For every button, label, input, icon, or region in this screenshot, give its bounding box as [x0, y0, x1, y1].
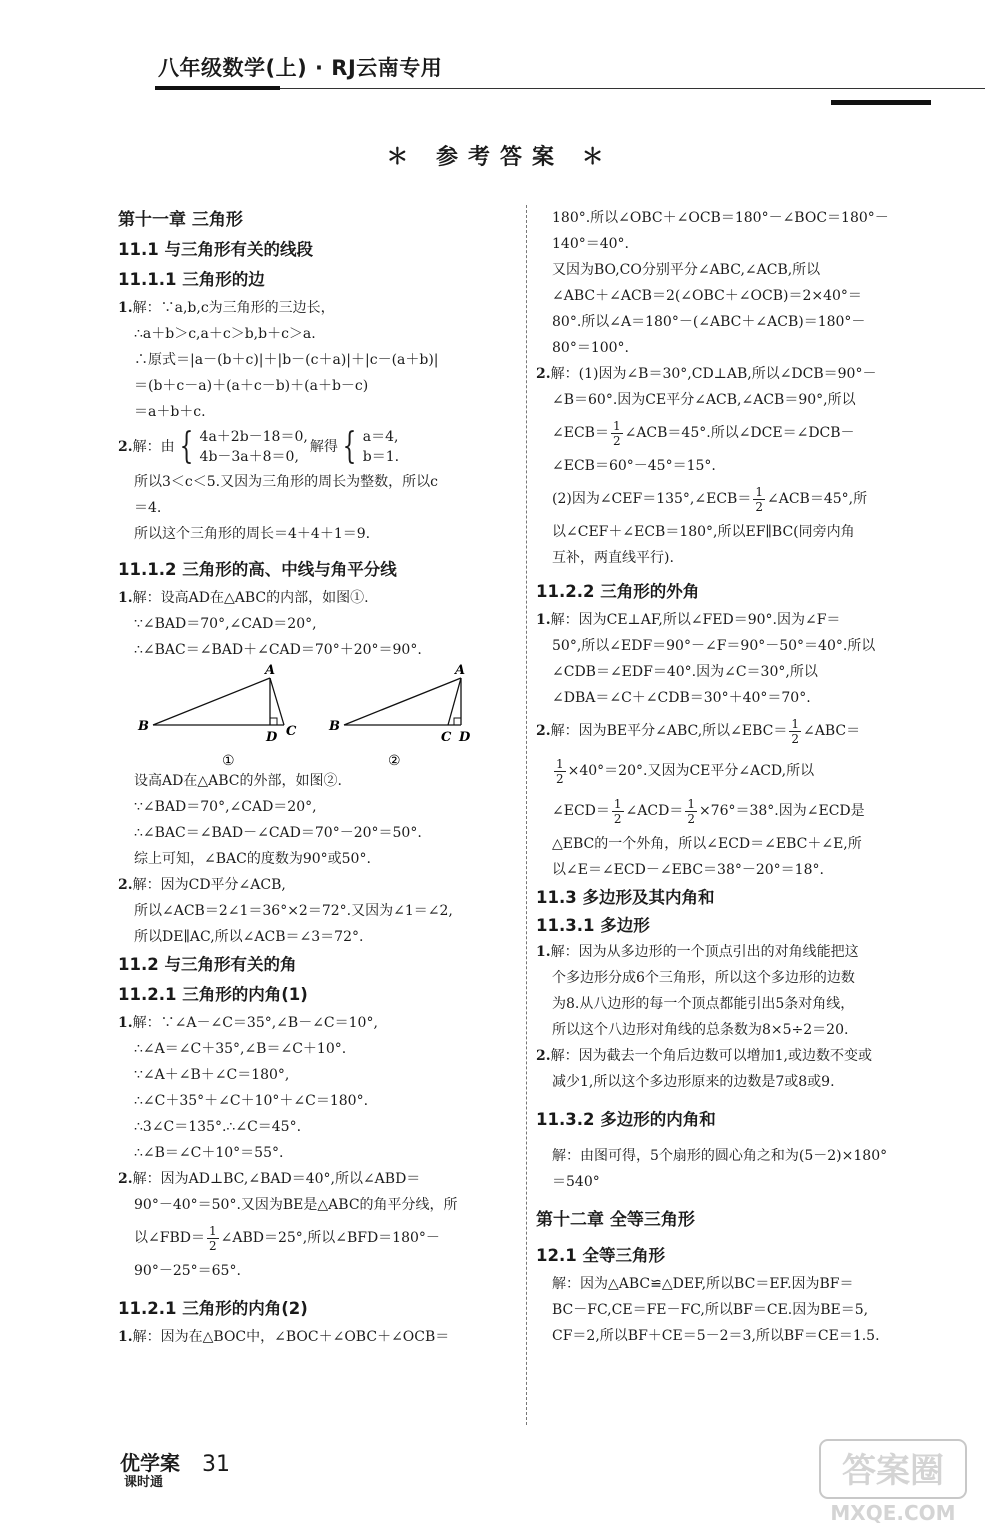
fraction: $\frac{1}{2}$	[613, 796, 622, 826]
page-title: ＊ 参考答案 ＊	[386, 145, 614, 170]
answer-line: 1.解：因为从多边形的一个顶点引出的对角线能把这	[536, 944, 859, 960]
answer-line: ∠B＝60°.因为CE平分∠ACB,∠ACB＝90°,所以	[552, 392, 856, 408]
fraction: $\frac{1}{2}$	[755, 484, 763, 514]
vertex-label: A	[455, 663, 466, 678]
answer-line: 80°.所以∠A＝180°－(∠ABC＋∠ACB)＝180°－	[552, 314, 866, 330]
answer-line: ＝(b＋c－a)＋(a＋c－b)＋(a＋b－c)	[134, 378, 369, 394]
vertex-label: C	[286, 724, 297, 739]
brace-symbol: {	[342, 426, 357, 467]
triangle-figures-svg	[118, 663, 520, 768]
subsection-heading: 11.3.2 多边形的内角和	[536, 1110, 716, 1129]
right-column	[536, 205, 946, 1349]
answer-line: 所以∠ACB＝2∠1＝36°×2＝72°.又因为∠1＝∠2,	[134, 903, 453, 919]
answer-line: 80°＝100°.	[552, 340, 629, 356]
figure-caption: ①	[222, 753, 235, 768]
question-number: 2.	[536, 723, 551, 739]
answer-line: ∠ECD＝ $\frac{1}{2}$ ∠ACD＝ $\frac{1}{2}$ ×76°＝38°.因为∠ECD是	[552, 796, 865, 826]
answer-line: 140°＝40°.	[552, 236, 629, 252]
answer-line: ∠ECB＝ $\frac{1}{2}$ ∠ACB＝45°.所以∠DCE＝∠DCB－	[552, 418, 855, 448]
answer-line: 又因为BO,CO分别平分∠ABC,∠ACB,所以	[552, 262, 821, 278]
answer-line: 1.解：∵∠A－∠C＝35°,∠B－∠C＝10°,	[118, 1015, 378, 1031]
answer-line: 1.解：设高AD在△ABC的内部，如图①.	[118, 590, 369, 606]
answer-line: 1.解：∵a,b,c为三角形的三边长，	[118, 300, 335, 316]
answer-line: ∴∠BAC＝∠BAD＋∠CAD＝70°＋20°＝90°.	[134, 642, 422, 658]
chapter-heading: 第十二章 全等三角形	[536, 1210, 695, 1230]
answer-line: △EBC的一个外角，所以∠ECD＝∠EBC＋∠E,所	[552, 836, 862, 852]
answer-line: (2)因为∠CEF＝135°,∠ECB＝ $\frac{1}{2}$ ∠ACB＝45°,所	[552, 484, 868, 514]
answer-line: ∵∠BAD＝70°,∠CAD＝20°,	[134, 799, 317, 815]
question-number: 2.	[536, 366, 551, 382]
answer-line: ∴∠C＋35°＋∠C＋10°＋∠C＝180°.	[134, 1093, 369, 1109]
section-heading: 11.1 与三角形有关的线段	[118, 240, 313, 259]
question-number: 2.	[536, 1048, 551, 1064]
fraction: $\frac{1}{2}$	[208, 1223, 217, 1253]
question-number: 1.	[536, 612, 551, 628]
answer-line: 解：由图可得，5个扇形的圆心角之和为(5－2)×180°	[552, 1148, 888, 1164]
answer-line: ∴a＋b＞c,a＋c＞b,b＋c＞a.	[134, 326, 316, 342]
answer-line: $\frac{1}{2}$ ×40°＝20°.又因为CE平分∠ACD,所以	[556, 756, 815, 786]
answer-line: ∴∠A＝∠C＋35°,∠B＝∠C＋10°.	[134, 1041, 347, 1057]
answer-line: 所以这个三角形的周长＝4＋4＋1＝9.	[134, 526, 371, 542]
answer-line: 2.解：因为AD⊥BC,∠BAD＝40°,所以∠ABD＝	[118, 1171, 421, 1187]
question-number: 1.	[118, 1015, 133, 1031]
answer-line: BC－FC,CE＝FE－FC,所以BF＝CE.因为BE＝5,	[552, 1302, 869, 1318]
answer-line: 1.解：因为在△BOC中，∠BOC＋∠OBC＋∠OCB＝	[118, 1329, 450, 1345]
question-number: 1.	[118, 300, 133, 316]
subsection-heading: 11.1.2 三角形的高、中线与角平分线	[118, 560, 397, 579]
header-rule	[280, 88, 985, 89]
answer-line: ∠DBA＝∠C＋∠CDB＝30°＋40°＝70°.	[552, 690, 811, 706]
answer-line: 2.解：(1)因为∠B＝30°,CD⊥AB,所以∠DCB＝90°－	[536, 366, 877, 382]
answer-line: ∵∠A＋∠B＋∠C＝180°,	[134, 1067, 290, 1083]
figure-2	[328, 663, 471, 768]
fraction: $\frac{1}{2}$	[687, 796, 695, 826]
answer-line: ∠CDB＝∠EDF＝40°.因为∠C＝30°,所以	[552, 664, 818, 680]
answer-line: ∠ABC＋∠ACB＝2(∠OBC＋∠OCB)＝2×40°＝	[552, 288, 862, 304]
answer-line: 个多边形分成6个三角形，所以这个多边形的边数	[552, 970, 855, 986]
triangle-figures	[118, 663, 520, 768]
answer-line: 综上可知，∠BAC的度数为90°或50°.	[134, 851, 371, 867]
column-divider	[526, 205, 527, 1425]
answer-line: 解：因为△ABC≌△DEF,所以BC＝EF.因为BF＝	[552, 1276, 854, 1292]
subsection-heading: 11.3.1 多边形	[536, 916, 650, 935]
answer-line: ∴∠BAC＝∠BAD－∠CAD＝70°－20°＝50°.	[134, 825, 422, 841]
vertex-label: C	[441, 730, 452, 745]
answer-line: 90°－25°＝65°.	[134, 1263, 241, 1279]
subsection-heading: 11.2.1 三角形的内角(2)	[118, 1299, 308, 1318]
answer-line: 所以3＜c＜5.又因为三角形的周长为整数，所以c	[134, 474, 438, 490]
subsection-heading: 11.2.1 三角形的内角(1)	[118, 985, 308, 1004]
brand-name: 优学案	[120, 1451, 180, 1475]
question-number: 1.	[118, 1329, 133, 1345]
answer-line: ∴3∠C＝135°.∴∠C＝45°.	[134, 1119, 302, 1135]
answer-line: 以∠E＝∠ECD－∠EBC＝38°－20°＝18°.	[552, 862, 824, 878]
answer-line: ∴原式＝|a－(b＋c)|＋|b－(c＋a)|＋|c－(a＋b)|	[134, 352, 439, 368]
page-number: 31	[202, 1452, 230, 1477]
answer-line: 180°.所以∠OBC＋∠OCB＝180°－∠BOC＝180°－	[552, 210, 889, 226]
equation-system: 4a＋2b－18＝0, 4b－3a＋8＝0,	[199, 429, 308, 465]
answer-line: 2.解：因为CD平分∠ACB,	[118, 877, 286, 893]
header-rule	[831, 100, 931, 105]
answer-line: 所以这个八边形对角线的总条数为8×5÷2＝20.	[552, 1022, 849, 1038]
answer-line: ＝a＋b＋c.	[134, 404, 206, 420]
section-heading: 12.1 全等三角形	[536, 1246, 665, 1265]
fraction: $\frac{1}{2}$	[612, 418, 621, 448]
answer-line: 1.解：因为CE⊥AF,所以∠FED＝90°.因为∠F＝	[536, 612, 841, 628]
question-number: 2.	[118, 877, 133, 893]
vertex-label: B	[329, 719, 340, 734]
answer-line: 减少1,所以这个多边形原来的边数是7或8或9.	[552, 1074, 835, 1090]
answer-line: CF＝2,所以BF＋CE＝5－2＝3,所以BF＝CE＝1.5.	[552, 1328, 880, 1344]
question-number: 2.	[118, 1171, 133, 1187]
answer-line: 50°,所以∠EDF＝90°－∠F＝90°－50°＝40°.所以	[552, 638, 876, 654]
answer-line: 设高AD在△ABC的外部，如图②.	[134, 773, 342, 789]
answer-line: ∴∠B＝∠C＋10°＝55°.	[134, 1145, 284, 1161]
footer-brand	[120, 1452, 180, 1492]
question-number: 1.	[536, 944, 551, 960]
brand-subname: 课时通	[124, 1475, 164, 1490]
answer-line: 以∠FBD＝ $\frac{1}{2}$ ∠ABD＝25°,所以∠BFD＝180°－	[134, 1223, 440, 1253]
section-heading: 11.3 多边形及其内角和	[536, 888, 715, 907]
fraction: $\frac{1}{2}$	[556, 756, 564, 786]
answer-line: ＝4.	[134, 500, 162, 516]
question-number: 1.	[118, 590, 133, 606]
answer-line: 2.解：因为截去一个角后边数可以增加1,或边数不变或	[536, 1048, 872, 1064]
chapter-heading: 第十一章 三角形	[118, 210, 243, 230]
figure-1	[137, 663, 297, 768]
vertex-label: D	[459, 730, 471, 745]
answer-line: ∵∠BAD＝70°,∠CAD＝20°,	[134, 616, 317, 632]
answer-line: 2.解：由 { 4a＋2b－18＝0, 4b－3a＋8＝0, 解得 { a＝4, b＝1.	[118, 426, 400, 467]
fraction: $\frac{1}{2}$	[791, 716, 800, 746]
figure-caption: ②	[388, 753, 401, 768]
vertex-label: A	[265, 663, 276, 678]
watermark-logo	[818, 1438, 968, 1528]
subsection-heading: 11.1.1 三角形的边	[118, 270, 265, 289]
answer-line: 90°－40°＝50°.又因为BE是△ABC的角平分线，所	[134, 1197, 458, 1213]
header-rule	[155, 86, 280, 90]
section-heading: 11.2 与三角形有关的角	[118, 955, 297, 974]
answer-line: ＝540°	[552, 1174, 600, 1190]
answer-line: 互补，两直线平行).	[552, 550, 674, 566]
watermark-text: 答案圈	[842, 1451, 944, 1491]
running-header	[155, 48, 945, 108]
answer-line: ∠ECB＝60°－45°＝15°.	[552, 458, 716, 474]
brace-symbol: {	[179, 426, 193, 467]
left-column	[118, 205, 520, 1350]
header-title: 八年级数学(上) · RJ云南专用	[158, 56, 443, 80]
answer-line: 所以DE∥AC,所以∠ACB＝∠3＝72°.	[134, 929, 364, 945]
answer-line: 以∠CEF＋∠ECB＝180°,所以EF∥BC(同旁内角	[552, 524, 855, 540]
watermark-url: MXQE.COM	[830, 1501, 956, 1525]
vertex-label: B	[138, 719, 149, 734]
equation-solution: a＝4, b＝1.	[362, 429, 400, 465]
answer-line: 为8.从八边形的每一个顶点都能引出5条对角线，	[552, 996, 855, 1012]
answer-line: 2.解：因为BE平分∠ABC,所以∠EBC＝ $\frac{1}{2}$ ∠ABC＝	[536, 716, 861, 746]
vertex-label: D	[266, 730, 278, 745]
subsection-heading: 11.2.2 三角形的外角	[536, 582, 700, 601]
question-number: 2.	[118, 439, 133, 455]
